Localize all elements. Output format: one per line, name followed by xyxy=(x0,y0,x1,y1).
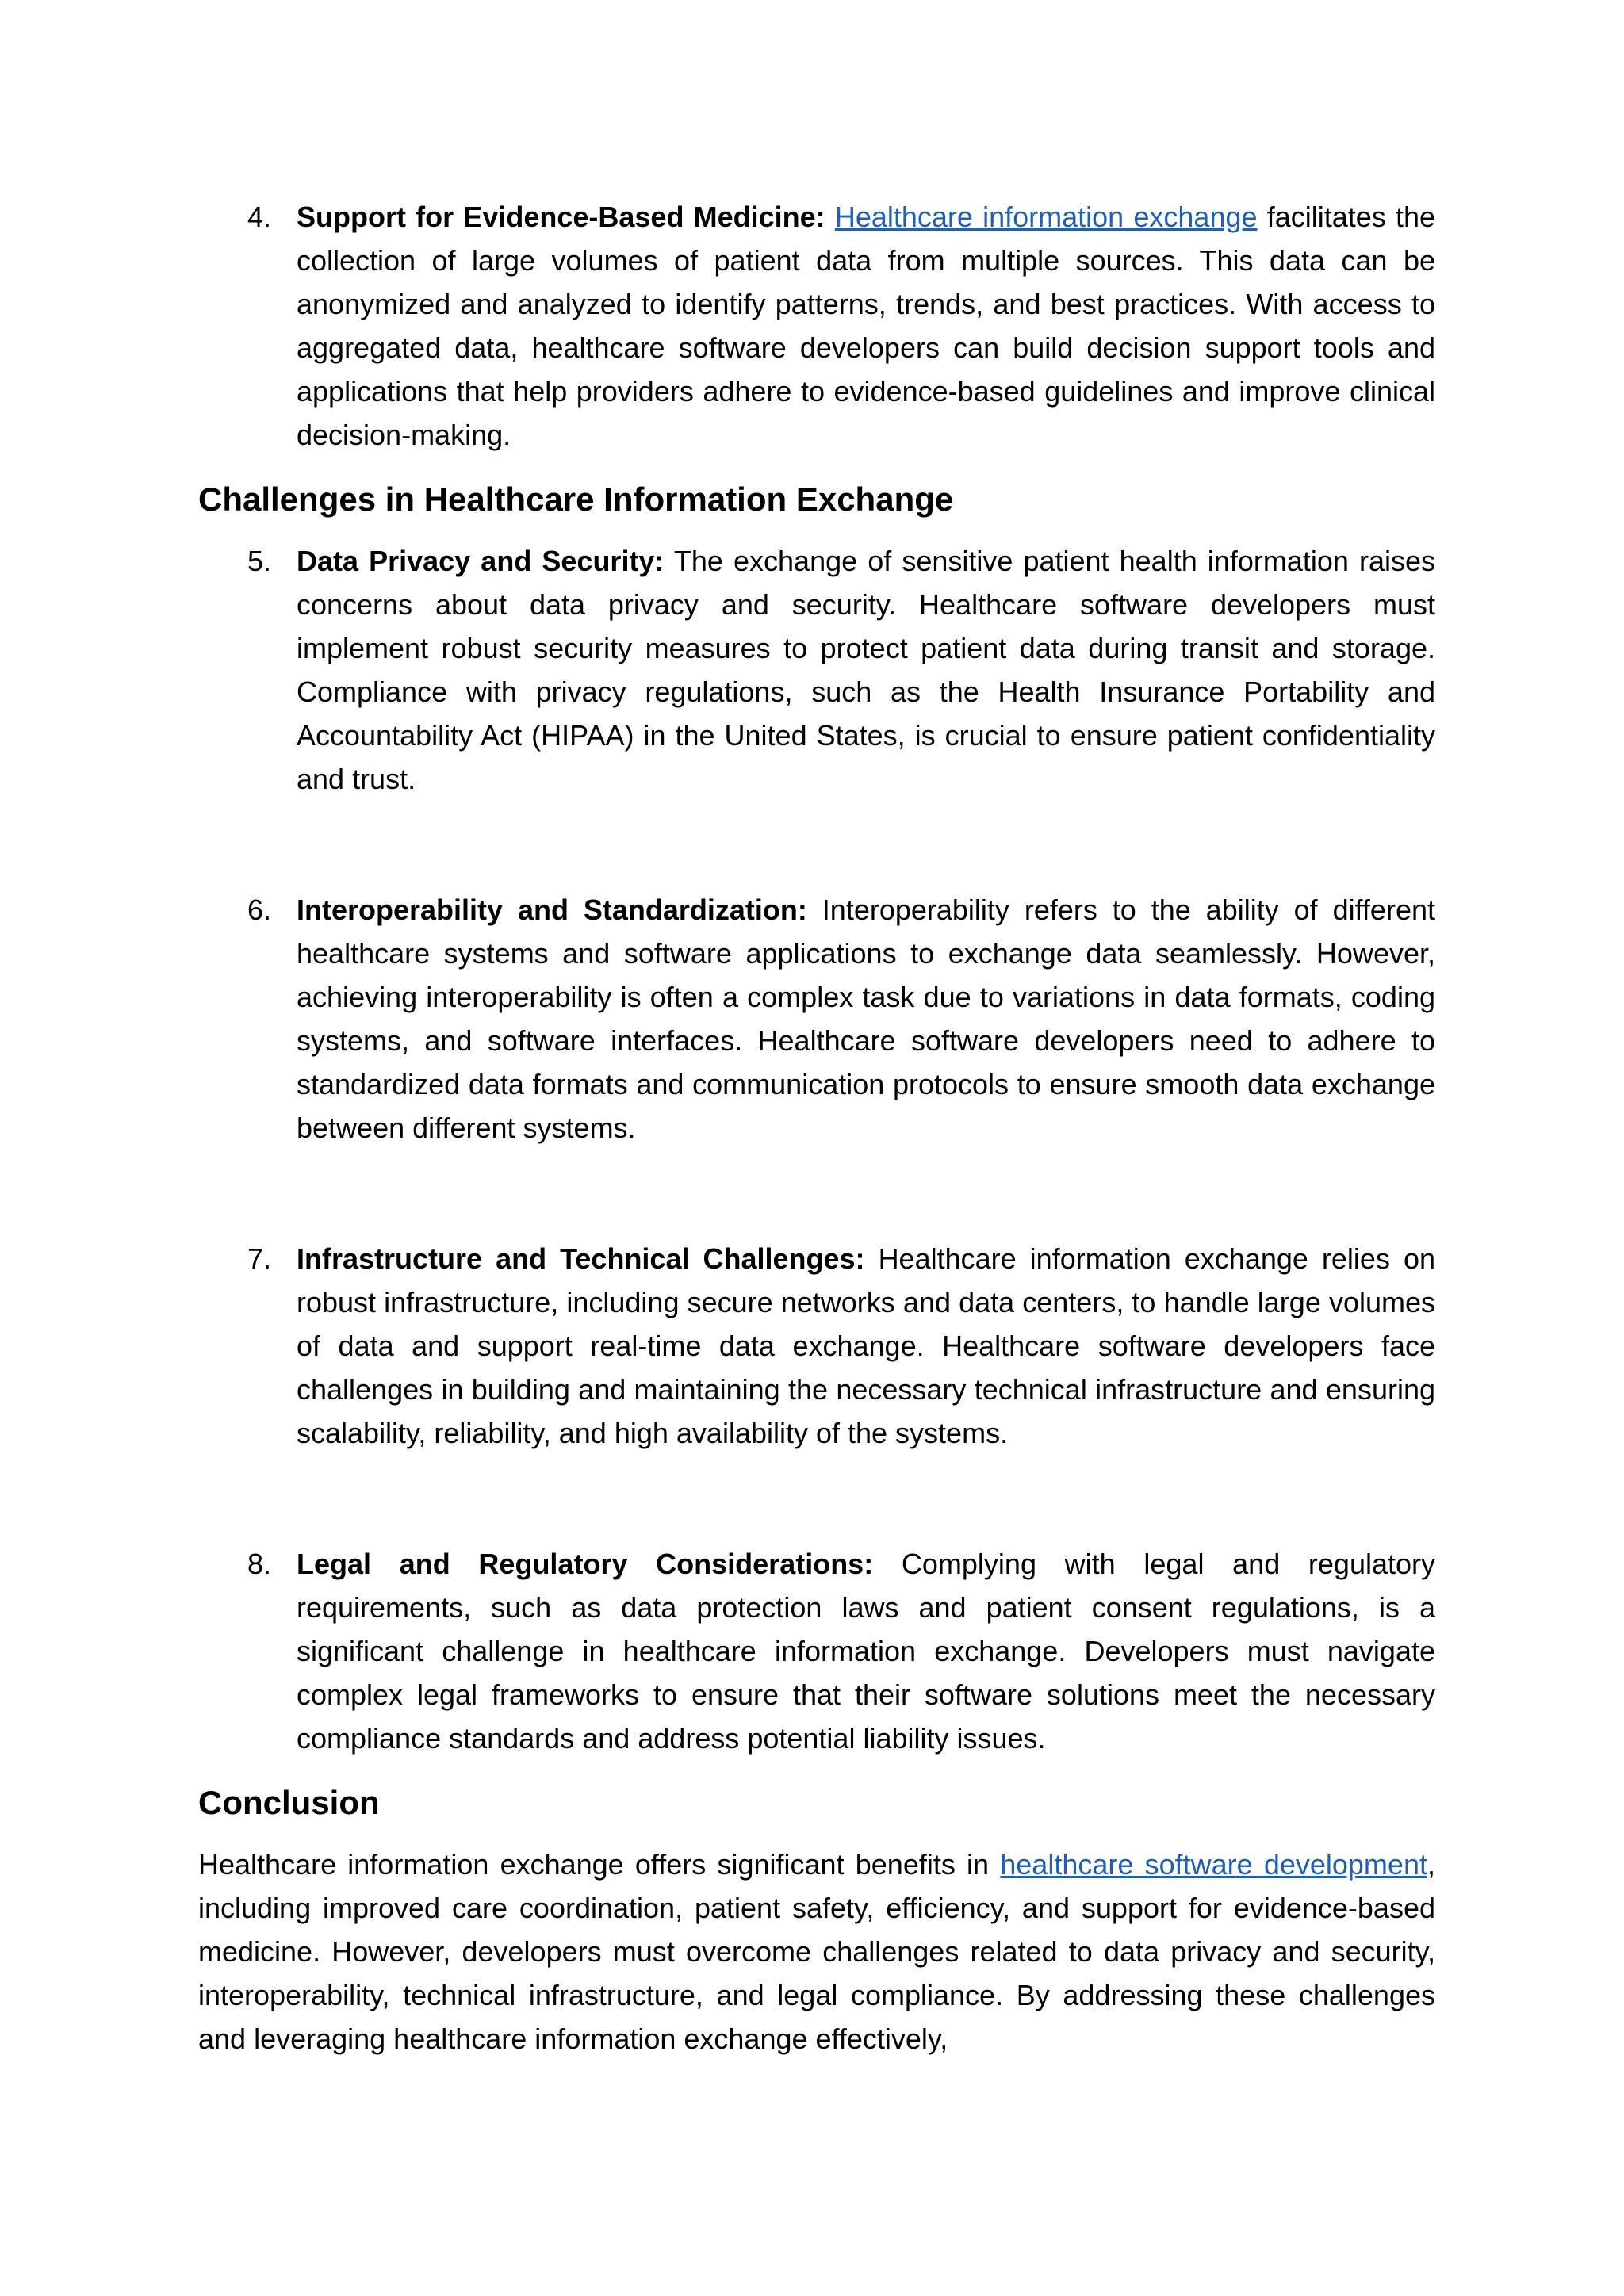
software-development-link[interactable]: healthcare software development xyxy=(1000,1848,1427,1881)
list-text: Interoperability refers to the ability of different healthcare systems and software applications to exchange data seamlessly. However, achieving interoperability is often a complex task due to variations in data formats, coding systems, and software interfaces. Healthcare software developers need to adhere to standardized data formats and communication protocols to ensure smooth data exchange between different systems. xyxy=(297,894,1435,1144)
list-item-5 xyxy=(198,539,1435,801)
list-number: 4. xyxy=(247,201,272,233)
list-text: facilitates the collection of large volumes of patient data from multiple sources. This data can be anonymized and analyzed to identify patterns, trends, and best practices. With access to aggregated data, healthcare software developers can build decision support tools and applications that help providers adhere to evidence-based guidelines and improve clinical decision-making. xyxy=(297,201,1435,451)
list-number: 6. xyxy=(247,894,272,926)
list-term: Data Privacy and Security: xyxy=(297,545,665,577)
list-text: Complying with legal and regulatory requirements, such as data protection laws and patient consent regulations, is a significant challenge in healthcare information exchange. Developers must navigate complex legal frameworks to ensure that their software solutions meet the necessary compliance standards and address potential liability issues. xyxy=(297,1548,1436,1755)
list-term: Infrastructure and Technical Challenges: xyxy=(297,1242,865,1275)
list-item-6 xyxy=(198,888,1435,1150)
list-term: Interoperability and Standardization: xyxy=(297,894,807,926)
list-term: Legal and Regulatory Considerations: xyxy=(297,1548,874,1580)
conclusion-text-start: Healthcare information exchange offers significant benefits in xyxy=(198,1848,1001,1881)
list-number: 5. xyxy=(247,545,272,577)
list-number: 8. xyxy=(247,1548,272,1580)
conclusion-text-end: , including improved care coordination, patient safety, efficiency, and support for evidence-based medicine. However, developers must overcome challenges related to data privacy and security, interoperability, technical infrastructure, and legal compliance. By addressing these challenges and leveraging healthcare information exchange effectively, xyxy=(198,1848,1435,2055)
conclusion-heading: Conclusion xyxy=(198,1784,380,1821)
list-item-8 xyxy=(198,1542,1435,1760)
list-text: The exchange of sensitive patient health information raises concerns about data privacy and security. Healthcare software developers must implement robust security measures to protect patient data during transit and storage. Compliance with privacy regulations, such as the Health Insurance Portability and Accountability Act (HIPAA) in the United States, is crucial to ensure patient confidentiality and trust. xyxy=(297,545,1436,795)
page-content xyxy=(198,195,1435,2061)
challenges-heading: Challenges in Healthcare Information Exchange xyxy=(198,480,954,518)
conclusion-paragraph xyxy=(198,1843,1435,2061)
list-number: 7. xyxy=(247,1242,272,1275)
list-text: Healthcare information exchange relies on robust infrastructure, including secure networks and data centers, to handle large volumes of data and support real-time data exchange. Healthcare software developers face challenges in building and maintaining the necessary technical infrastructure and ensuring scalability, reliability, and high availability of the systems. xyxy=(297,1242,1436,1449)
list-item-4 xyxy=(198,195,1435,457)
list-term: Support for Evidence-Based Medicine: xyxy=(297,201,825,233)
hie-link[interactable]: Healthcare information exchange xyxy=(834,201,1258,233)
list-item-7 xyxy=(198,1237,1435,1455)
